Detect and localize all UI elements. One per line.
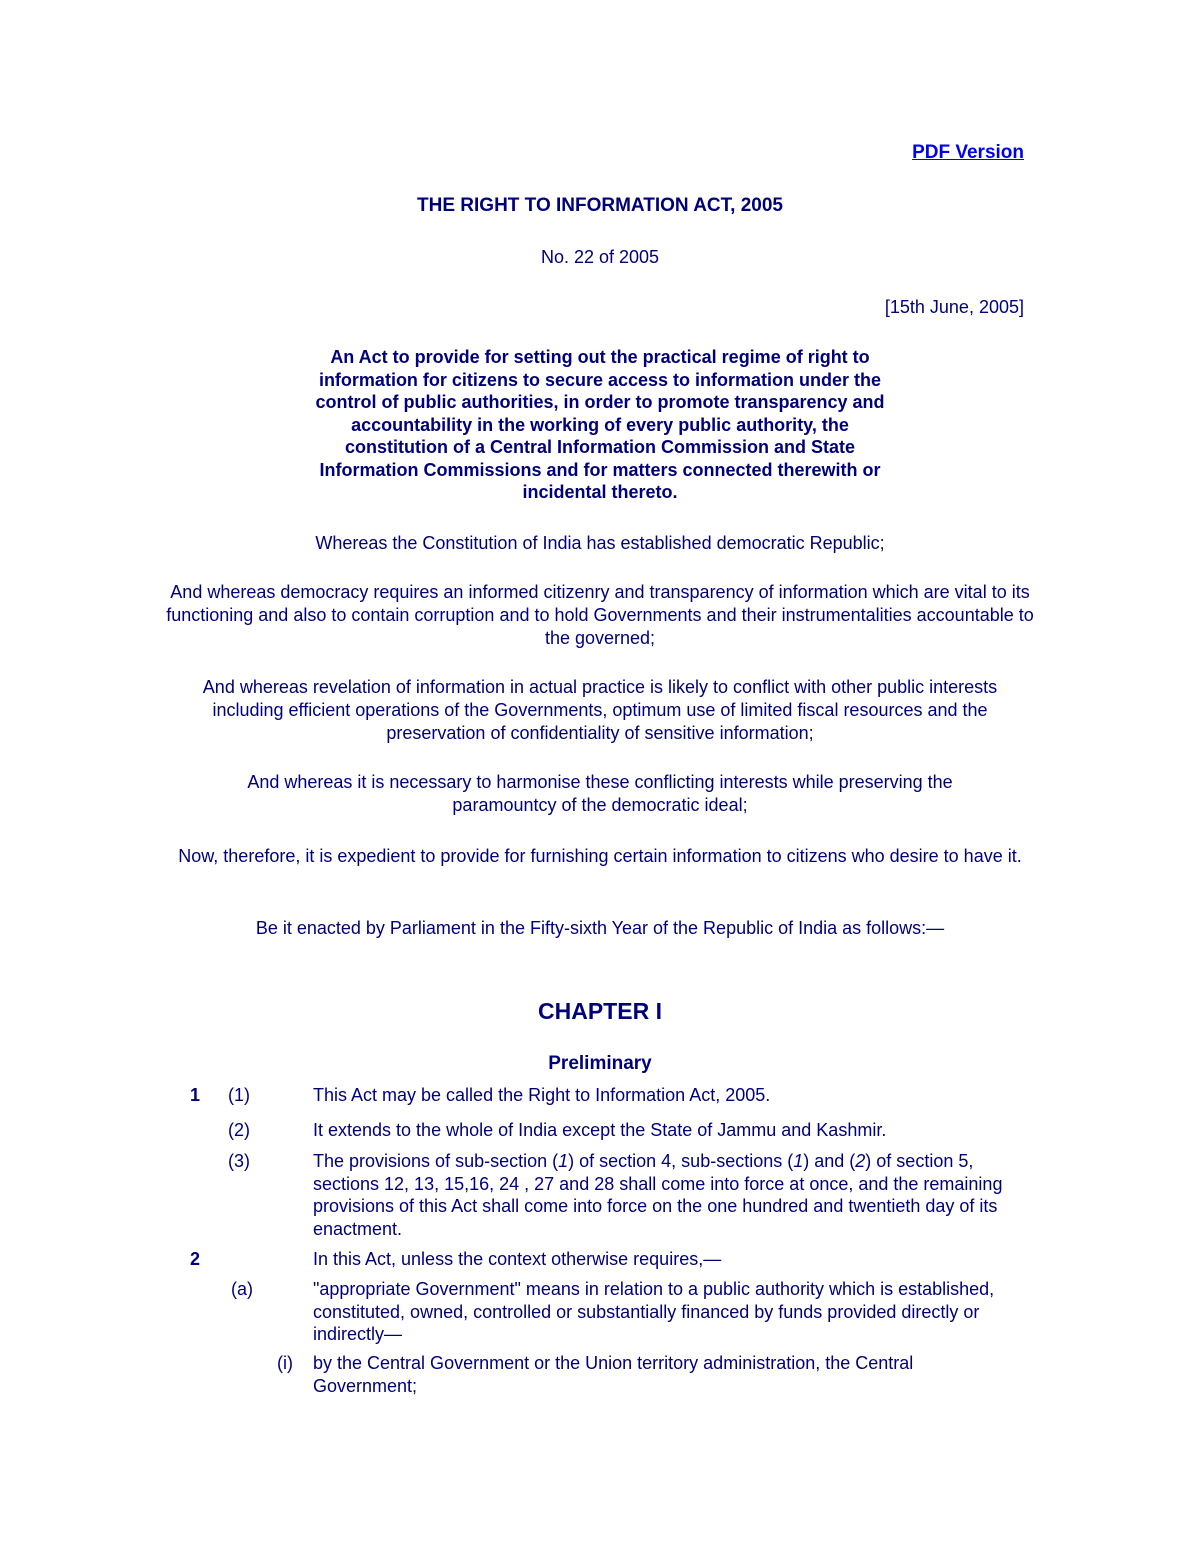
act-title: THE RIGHT TO INFORMATION ACT, 2005: [417, 195, 783, 216]
act-number: No. 22 of 2005: [540, 247, 660, 267]
chapter-title: Preliminary: [548, 1053, 652, 1074]
clause-text: "appropriate Government" means in relation to a public authority which is established, constituted, owned, controlled or substantially financed by funds provided directly or indirectly—: [313, 1279, 995, 1344]
subsection-text: It extends to the whole of India except the State of Jammu and Kashmir.: [313, 1120, 887, 1140]
preamble-paragraph: And whereas democracy requires an informed citizenry and transparency of information which are vital to its functioning and also to contain corruption and to hold Governments and their instrumentalities accountable to the governed;: [166, 582, 1034, 648]
enacting-clause: Be it enacted by Parliament in the Fifty-sixth Year of the Republic of India as follows:—: [255, 918, 945, 938]
section-number: 1: [190, 1085, 201, 1105]
preamble-paragraph: And whereas it is necessary to harmonise these conflicting interests while preserving the paramountcy of the democratic ideal;: [247, 772, 953, 815]
act-date: [15th June, 2005]: [884, 297, 1024, 317]
preamble-paragraph: Now, therefore, it is expedient to provide for furnishing certain information to citizens who desire to have it.: [178, 846, 1022, 866]
subclause-text: by the Central Government or the Union territory administration, the Central Government;: [313, 1353, 914, 1396]
preamble-paragraph: Whereas the Constitution of India has established democratic Republic;: [315, 533, 885, 553]
subsection-text: This Act may be called the Right to Information Act, 2005.: [313, 1085, 771, 1105]
preamble-paragraph: And whereas revelation of information in actual practice is likely to conflict with other public interests including efficient operations of the Governments, optimum use of limited fiscal resources and the preservation of confidentiality of sensitive information;: [202, 677, 998, 743]
section-number: 2: [190, 1249, 201, 1269]
subsection-text: The provisions of sub-section (1) of section 4, sub-sections (1) and (2) of section 5, sections 12, 13, 15,16, 24 , 27 and 28 shall come into force at once, and the remaining provisions of this Act shall come into force on the one hundred and twentieth day of its enactment.: [313, 1151, 1003, 1239]
clause-label: (a): [231, 1279, 253, 1299]
subsection-label: (1): [228, 1085, 250, 1105]
subsection-label: (3): [228, 1151, 250, 1171]
chapter-heading: CHAPTER I: [538, 998, 662, 1024]
section-intro: In this Act, unless the context otherwise requires,—: [313, 1249, 722, 1269]
pdf-version-link[interactable]: PDF Version: [912, 142, 1024, 163]
subclause-label: (i): [277, 1353, 293, 1373]
long-title: An Act to provide for setting out the practical regime of right to information for citizens to secure access to information under the control of public authorities, in order to promote transparency and accountability in the working of every public authority, the constitution of a Central Information Commission and State Information Commissions and for matters connected therewith or incidental thereto.: [315, 347, 885, 502]
subsection-label: (2): [228, 1120, 250, 1140]
